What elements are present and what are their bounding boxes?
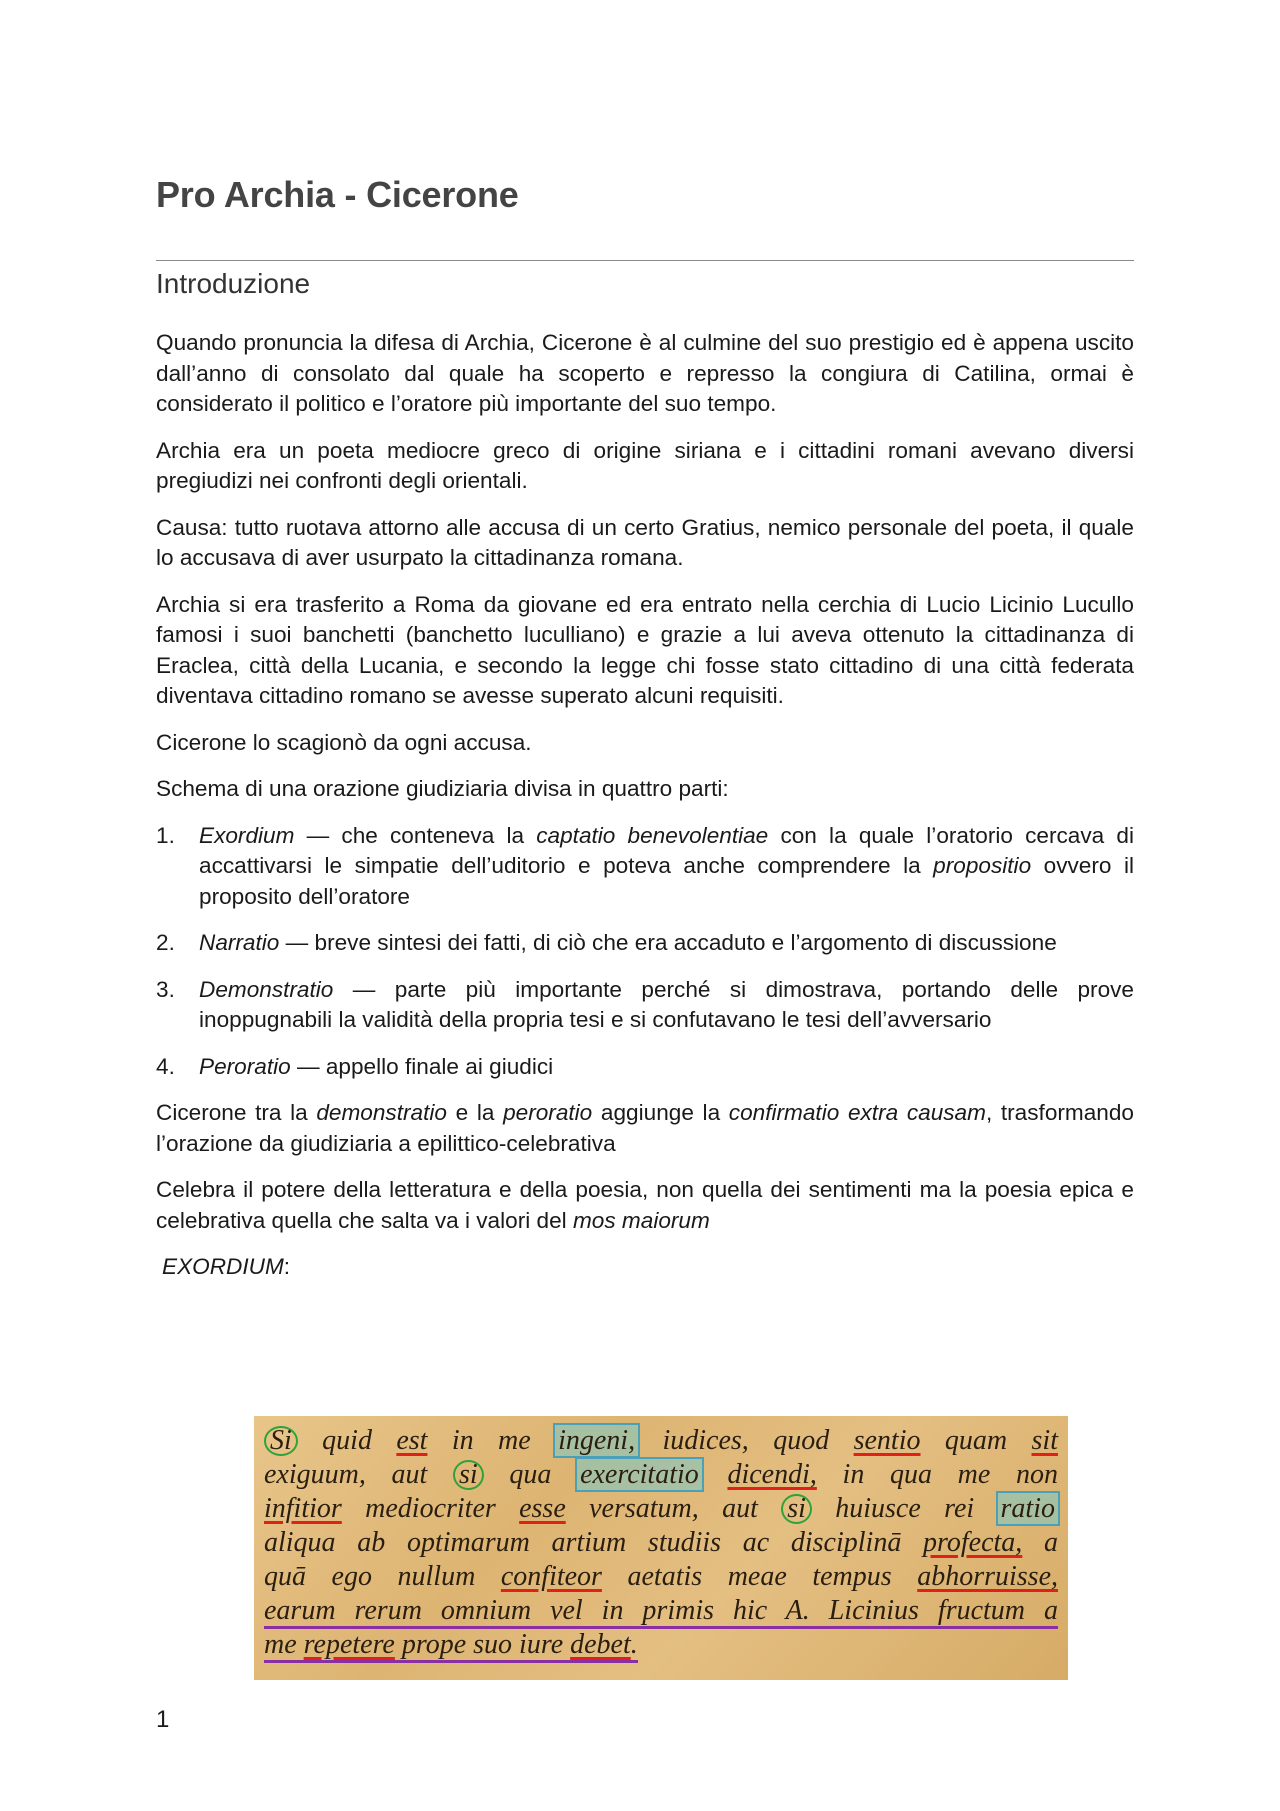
latin-text: in qua me non — [816, 1459, 1059, 1490]
latin-text: me — [264, 1629, 304, 1660]
circled-word: si — [781, 1494, 812, 1524]
latin-text: exiguum, aut — [264, 1459, 453, 1490]
underlined-verb: sit — [1031, 1425, 1058, 1456]
list-item — [156, 821, 1134, 913]
boxed-word: ratio — [998, 1493, 1058, 1524]
list-term: Exordium — [199, 822, 295, 848]
latin-line-6 — [264, 1594, 1058, 1628]
latin-text: quid — [297, 1425, 397, 1456]
paragraph-2: Archia era un poeta mediocre greco di origine siriana e i cittadini romani avevano diversi pregiudizi nei confronti degli orientali. — [156, 437, 1134, 493]
paragraph-3: Causa: tutto ruotava attorno alle accusa di un certo Gratius, nemico personale del poeta, il quale lo accusava di aver usurpato la cittadinanza romana. — [156, 514, 1134, 570]
latin-line-4 — [264, 1526, 1058, 1560]
list-dash: — — [279, 930, 315, 955]
purple-underlined-clause — [264, 1629, 638, 1663]
underlined-verb: est — [396, 1425, 428, 1456]
underlined-verb: abhorruisse, — [917, 1561, 1058, 1592]
list-dash: — — [290, 1053, 326, 1079]
boxed-word: exercitatio — [577, 1459, 702, 1490]
page-title: Pro Archia - Cicerone — [156, 174, 519, 215]
list-number: 2. — [156, 930, 175, 955]
italic-run: mos maiorum — [572, 1207, 710, 1233]
latin-text: aetatis meae tempus — [601, 1561, 918, 1592]
underlined-verb: esse — [519, 1493, 566, 1524]
underlined-verb: dicendi, — [727, 1459, 817, 1490]
list-text: ovvero il proposito dell’oratore — [199, 853, 1134, 909]
paragraph-8 — [156, 1175, 1134, 1236]
underlined-verb: profecta, — [923, 1527, 1023, 1558]
latin-line-3 — [264, 1492, 1058, 1526]
list-item — [156, 928, 1134, 959]
section-heading: Introduzione — [156, 268, 311, 299]
list-text: parte più importante perché si dimostrava, portando delle prove inoppugnabili la validità della propria tesi e si confutavano le tesi dell’avversario — [199, 976, 1134, 1032]
circled-word: Si — [264, 1426, 298, 1456]
text-run: Cicerone tra la — [156, 1100, 317, 1125]
underlined-verb: infitior — [264, 1493, 342, 1524]
list-text: appello finale ai giudici — [325, 1053, 554, 1079]
list-term: Demonstratio — [199, 976, 334, 1002]
text-run: Celebra il potere della letteratura e della poesia, non quella dei sentimenti ma la poesia epica e celebrativa quella che salta va i valori del — [156, 1177, 1134, 1233]
paragraph-5: Cicerone lo scagionò da ogni accusa. — [156, 729, 532, 755]
list-dash: — — [294, 822, 342, 848]
list-number: 4. — [156, 1053, 175, 1079]
latin-text: quā ego nullum — [264, 1561, 501, 1592]
title-divider — [156, 260, 1134, 261]
underlined-verb: debet — [570, 1629, 631, 1660]
exordium-label-text: EXORDIUM — [162, 1254, 284, 1279]
latin-text-image — [254, 1416, 1068, 1680]
underlined-verb: repetere — [303, 1629, 395, 1660]
list-text: con la quale l’oratorio cercava di accattivarsi le simpatie dell’uditorio e poteva anche comprendere la — [199, 822, 1134, 878]
boxed-word: ingeni, — [555, 1425, 638, 1456]
list-item — [156, 975, 1134, 1036]
list-text: che conteneva la — [341, 822, 537, 848]
exordium-label — [162, 1252, 1134, 1283]
paragraph-7 — [156, 1098, 1134, 1159]
text-run: , trasformando l’orazione da giudiziaria a epilittico-celebrativa — [156, 1100, 1134, 1156]
paragraph-6: Schema di una orazione giudiziaria divisa in quattro parti: — [156, 776, 729, 801]
latin-line-1 — [264, 1424, 1058, 1458]
underlined-verb: confiteor — [500, 1561, 602, 1592]
list-text: breve sintesi dei fatti, di ciò che era accaduto e l’argomento di discussione — [314, 930, 1057, 955]
italic-run: demonstratio — [316, 1100, 447, 1125]
italic-run: peroratio — [503, 1100, 593, 1125]
latin-text: versatum, aut — [565, 1493, 782, 1524]
list-dash: — — [333, 976, 395, 1002]
latin-line-2 — [264, 1458, 1058, 1492]
latin-text: iudices, quod — [638, 1425, 854, 1456]
page-number: 1 — [156, 1706, 170, 1733]
document-body — [156, 328, 1134, 1299]
paragraph-4: Archia si era trasferito a Roma da giovane ed era entrato nella cerchia di Lucio Licinio Lucullo famosi i suoi banchetti (banchetto luculliano) e grazie a lui aveva ottenuto la cittadinanza di Eraclea, città della Lucania, e secondo la legge chi fosse stato cittadino di una città federata diventava cittadino romano se avesse superato alcuni requisiti. — [156, 591, 1134, 708]
exordium-colon: : — [283, 1254, 291, 1279]
oration-parts-list — [156, 821, 1134, 1083]
list-number: 3. — [156, 976, 175, 1002]
latin-text — [702, 1459, 728, 1490]
latin-text: huiusce rei — [811, 1493, 998, 1524]
latin-text: qua — [483, 1459, 578, 1490]
list-italic: propositio — [933, 853, 1032, 878]
text-run: aggiunge la — [592, 1100, 729, 1125]
latin-text: mediocriter — [341, 1493, 520, 1524]
purple-underlined-clause: earum rerum omnium vel in primis hic A. Licinius fructum a — [264, 1595, 1058, 1629]
paragraph-1: Quando pronuncia la difesa di Archia, Cicerone è al culmine del suo prestigio ed è appena uscito dall’anno di consolato dal quale ha scoperto e represso la congiura di Catilina, ormai è considerato il politico e l’oratore più importante del suo tempo. — [156, 330, 1134, 416]
latin-text: prope suo iure — [394, 1629, 571, 1660]
italic-run: confirmatio extra causam — [728, 1100, 986, 1125]
list-item — [156, 1052, 1134, 1083]
list-number: 1. — [156, 822, 175, 848]
latin-text: in me — [427, 1425, 556, 1456]
text-run: e la — [446, 1100, 504, 1125]
latin-line-7 — [264, 1628, 1058, 1662]
list-term: Narratio — [199, 930, 280, 955]
latin-text: a — [1022, 1527, 1058, 1558]
latin-text: quam — [920, 1425, 1032, 1456]
latin-text: . — [630, 1629, 638, 1660]
list-italic: captatio benevolentiae — [536, 822, 769, 848]
latin-text: aliqua ab optimarum artium studiis ac disciplinā — [264, 1527, 924, 1558]
circled-word: si — [453, 1460, 484, 1490]
list-term: Peroratio — [199, 1053, 291, 1079]
latin-line-5 — [264, 1560, 1058, 1594]
underlined-verb: sentio — [853, 1425, 921, 1456]
